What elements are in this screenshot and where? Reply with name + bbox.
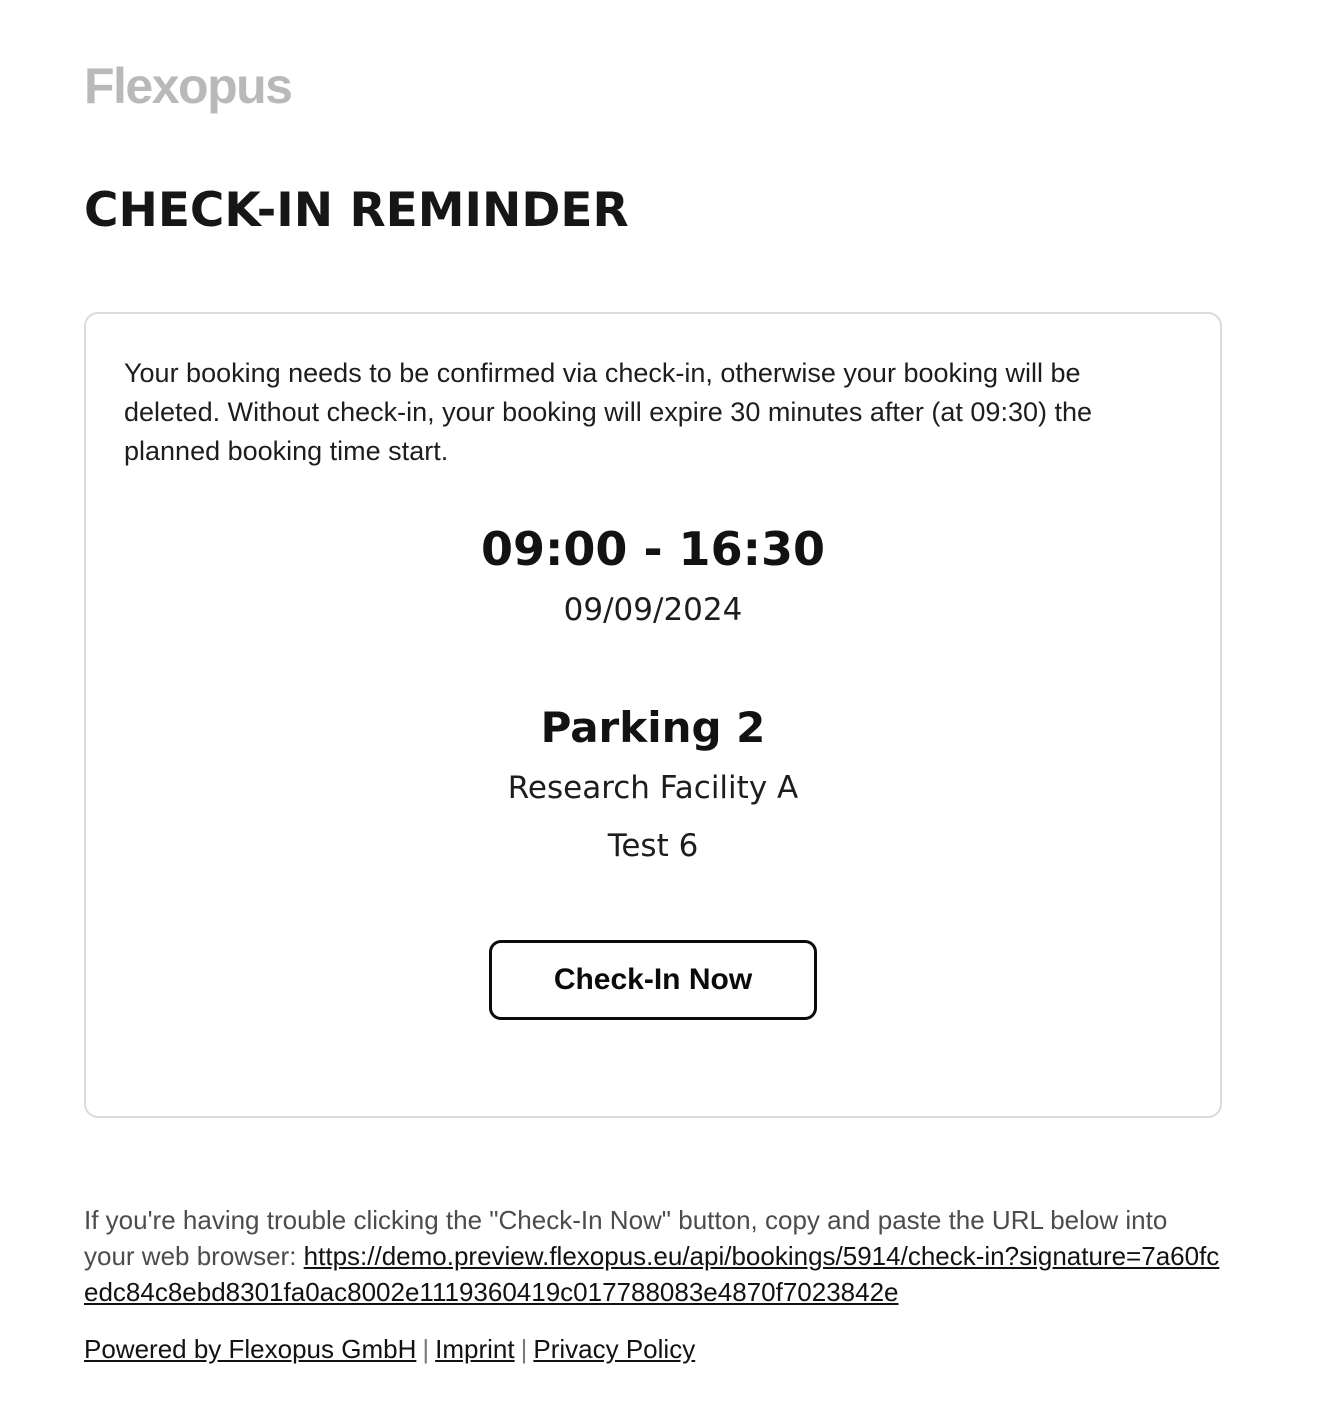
check-in-now-button[interactable]: Check-In Now: [489, 940, 817, 1020]
booking-date: 09/09/2024: [563, 592, 743, 628]
link-separator: |: [422, 1334, 430, 1364]
booking-time-range: 09:00 - 16:30: [481, 522, 825, 576]
booking-message: Your booking needs to be confirmed via check-in, otherwise your booking will be deleted. Without check-in, your booking will expire 30 minutes after (at 09:30) the planned booking time start.: [124, 358, 1093, 466]
powered-by-link[interactable]: Powered by Flexopus GmbH: [84, 1334, 417, 1364]
trouble-text-label: If you're having trouble clicking the "Check-In Now" button, copy and paste the URL below into your web browser:: [84, 1205, 1168, 1271]
privacy-policy-link[interactable]: Privacy Policy: [533, 1334, 696, 1364]
button-row: [124, 940, 1182, 1020]
building-name: Research Facility A: [507, 770, 799, 806]
link-separator: |: [520, 1334, 528, 1364]
trouble-text: [84, 1202, 1222, 1310]
page-title: CHECK-IN REMINDER: [84, 183, 629, 238]
booking-card: [84, 312, 1222, 1118]
check-in-url-link[interactable]: https://demo.preview.flexopus.eu/api/bookings/5914/check-in?signature=7a60fcedc84c8ebd8301fa0ac8002e1119360419c017788083e4870f7023842e: [84, 1241, 1220, 1307]
email-body: [84, 0, 1222, 1407]
floor-name: Test 6: [607, 828, 699, 864]
space-name: Parking 2: [540, 703, 766, 752]
imprint-link[interactable]: Imprint: [435, 1334, 515, 1364]
footer-links: [84, 1331, 1222, 1367]
flexopus-logo: Flexopus: [84, 58, 292, 114]
